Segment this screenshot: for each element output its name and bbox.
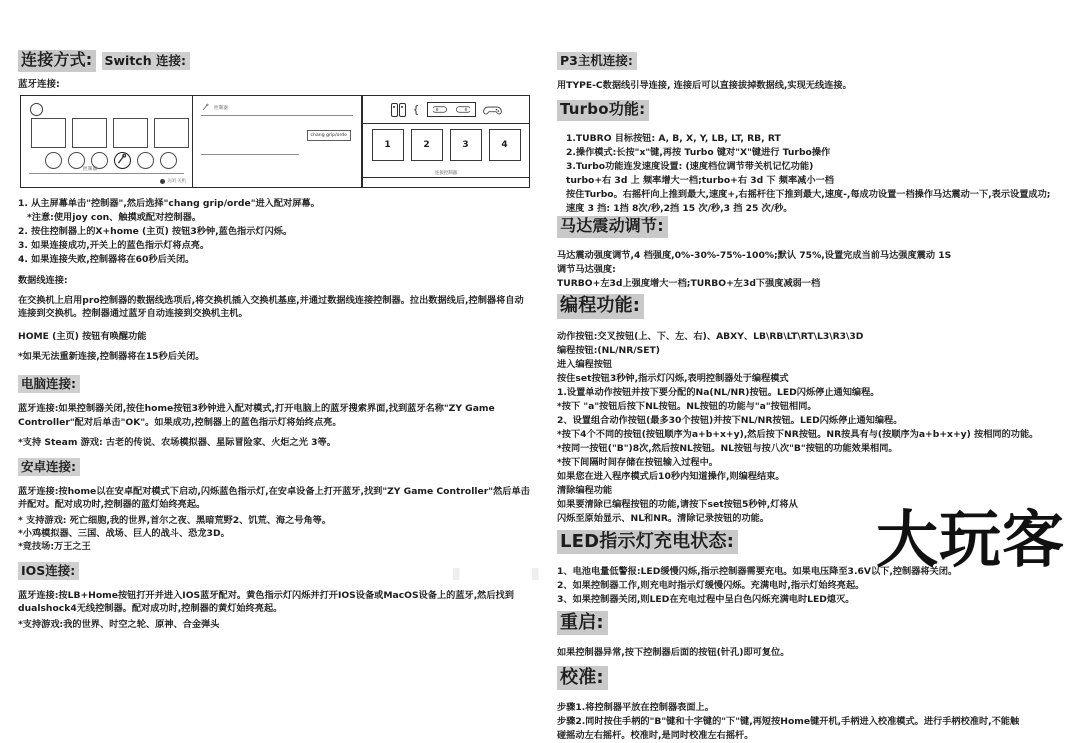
- section-heading-motor: 马达震动调节:: [557, 216, 668, 238]
- pc-supported-games: *支持 Steam 游戏: 古老的传说、农场模拟器、星际冒险家、火炬之光 3等。: [18, 436, 336, 448]
- section-heading-ios: IOS连接:: [18, 562, 79, 580]
- player-number-row: [363, 129, 529, 161]
- home-indicator-icon: [30, 103, 43, 116]
- left-column: [0, 50, 545, 631]
- list-item: 速度 3 挡: 1挡 8次/秒,2挡 15 次/秒,3 挡 25 次/秒。: [566, 202, 793, 214]
- player-number-box[interactable]: 2: [411, 129, 443, 161]
- list-item: 步骤2.同时按住手柄的"B"键和十字键的"下"键,再短按Home键开机,手柄进入校准模式。进行手柄校准时,不能触: [557, 716, 1020, 728]
- gamepad-icon: [483, 104, 502, 116]
- game-tile: [31, 118, 66, 148]
- pairing-icon-bar: [363, 96, 529, 124]
- list-item: 1.TUBRO 目标按钮: A, B, X, Y, LB, LT, RB, RT: [566, 132, 781, 144]
- android-connection-body: 蓝牙连接:按home以在安卓配对模式下启动,闪烁蓝色指示灯,在安卓设备上打开蓝牙,找到"ZY Game Controller"然后单击并配对。配对成功时,控制器的蓝灯始终亮起。: [18, 485, 530, 510]
- list-item: 闪烁至原始显示、NL和NR。清除记录按钮的功能。: [557, 512, 770, 524]
- pc-connection-body: 蓝牙连接:如果控制器关闭,按住home按钮3秒钟进入配对模式,打开电脑上的蓝牙搜索界面,找到蓝牙名称"ZY Game Controller"配对后单击"OK"。如果成功,控制器上的蓝色指示灯将始终点亮。: [18, 403, 495, 428]
- list-item: 3. 如果连接成功,开关上的蓝色指示灯将点亮。: [18, 240, 210, 252]
- android-supported-games-2: *小鸡模拟器、三国、战场、巨人的战斗、恐龙3D。: [18, 527, 230, 539]
- home-wake-note: HOME (主页) 按钮有唤醒功能: [18, 331, 147, 343]
- switch-steps-list: [18, 197, 531, 267]
- list-item: 按住set按钮3秒钟,指示灯闪烁,表明控制器处于编程模式: [557, 372, 789, 384]
- section-heading-program: 编程功能:: [557, 294, 644, 318]
- joycon-left-icon: [433, 105, 448, 114]
- switch-bluetooth-subheading: 蓝牙连接:: [18, 78, 60, 90]
- list-item: 1. 从主屏幕单击"控制器",然后选择"chang grip/orde"进入配对屏幕。: [18, 198, 320, 210]
- game-tile: [72, 118, 107, 148]
- figure-corner-label: 关闭 关机: [167, 179, 186, 185]
- controller-list-label: 控制器: [214, 105, 228, 111]
- motor-list: [557, 249, 1065, 291]
- system-icon-row: [45, 152, 177, 169]
- list-item: 2、设置组合动作按钮(最多30个按钮)并按下NL/NR按钮。LED闪烁停止通知编程。: [557, 414, 903, 426]
- section-heading-turbo: Turbo功能:: [557, 100, 649, 121]
- controller-small-icon: [201, 103, 210, 112]
- calibrate-list: [557, 701, 1065, 743]
- switch-pairing-figure: [20, 95, 530, 188]
- list-item: 碰摇动左右摇杆。校准时,是同时校准左右摇杆。: [557, 730, 754, 742]
- game-tile: [154, 118, 189, 148]
- list-item: 1、电池电量低警报:LED缓慢闪烁,指示控制器需要充电。如果电压降至3.6V以下,控制器将关闭。: [557, 565, 958, 577]
- p3-connection-body: 用TYPE-C数据线引导连接, 连接后可以直接拔掉数据线,实现无线连接。: [557, 80, 852, 91]
- controller-list-header: [201, 103, 353, 116]
- list-item: 编程按钮:(NL/NR/SET): [557, 344, 661, 356]
- section-heading-switch: Switch 连接:: [102, 52, 190, 70]
- ios-supported-games: *支持游戏:我的世界、时空之轮、原神、合金弹头: [18, 619, 220, 631]
- list-item: 3.Turbo功能连发速度设置: (速度档位调节带关机记忆功能): [566, 160, 814, 172]
- turbo-list: [557, 132, 1065, 216]
- section-heading-reboot: 重启:: [557, 611, 608, 635]
- section-heading-led: LED指示灯充电状态:: [557, 530, 738, 554]
- pairing-foot-label: 连接控制器: [435, 171, 457, 177]
- player-number-box[interactable]: 4: [489, 129, 521, 161]
- program-list: [557, 330, 1065, 526]
- cable-connection-body: 在交换机上启用pro控制器的数据线选项后,将交换机插入交换机基座,并通过数据线连接控制器。拉出数据线后,控制器将自动连接到交换机。控制器通过蓝牙自动连接到交换机主机。: [18, 295, 524, 320]
- figure-caption-controller: 控制器: [83, 167, 98, 173]
- list-item: *按下4个不同的按钮(按钮顺序为a+b+x+y),然后按下NR按钮。NR按具有与(按顺序为a+b+x+y) 按相同的功能。: [557, 428, 1039, 440]
- list-item: 2、如果控制器工作,则充电时指示灯缓慢闪烁。充满电时,指示灯始终亮起。: [557, 579, 865, 591]
- led-list: [557, 565, 1065, 607]
- section-heading-pc: 电脑连接:: [18, 375, 80, 393]
- game-tile-row: [31, 118, 189, 148]
- circle-icon: [137, 152, 154, 169]
- section-heading-android: 安卓连接:: [18, 458, 80, 476]
- figure-divider: [29, 173, 184, 174]
- player-number-box[interactable]: 3: [450, 129, 482, 161]
- section-heading-p3: P3主机连接:: [557, 52, 637, 70]
- list-item: 动作按钮:交叉按钮(上、下、左、右)、ABXY、LB\RB\LT\RT\L3\R3\3D: [557, 330, 864, 342]
- list-item: turbo+右 3d 上 频率增大一档;turbo+右 3d 下 频率减小一档: [566, 174, 834, 186]
- list-item: *按同一按钮("B")8次,然后按NL按钮。NL按钮与按八次"B"按钮的功能效果相同。: [557, 442, 898, 454]
- watermark: 大玩客: [875, 503, 1065, 576]
- list-item: 2. 按住控制器上的X+home (主页) 按钮3秒钟,蓝色指示灯闪烁。: [18, 226, 293, 238]
- android-supported-games-3: *竞技场:万王之王: [18, 540, 91, 552]
- list-item: TURBO+左3d上强度增大一档;TURBO+左3d下强度减弱一档: [557, 277, 821, 289]
- list-item: 如果要清除已编程按钮的功能,请按下set按钮5秒钟,灯将从: [557, 498, 798, 510]
- change-grip-order-chip[interactable]: chang grip/orde: [307, 130, 351, 141]
- game-tile: [113, 118, 148, 148]
- player-number-box[interactable]: 1: [372, 129, 404, 161]
- joycon-right-icon: [455, 105, 470, 114]
- android-supported-games-1: * 支持游戏: 死亡细胞,我的世界,首尔之夜、黑暗荒野2、饥荒、海之号角等。: [18, 514, 332, 526]
- figure-pane-pairing: [363, 96, 529, 187]
- figure-pane-home: [21, 96, 193, 187]
- status-dot-icon: [160, 179, 165, 184]
- figure-pane-controller-list: [193, 96, 363, 187]
- right-column: [545, 50, 1079, 742]
- list-item: 步骤1.将控制器平放在控制器表面上。: [557, 702, 714, 714]
- figure-divider: [201, 154, 299, 155]
- circle-icon: [160, 152, 177, 169]
- list-item: 马达震动强度调节,4 档强度,0%-30%-75%-100%;默认 75%,设置完成当前马达强度震动 1S: [557, 249, 952, 261]
- list-item: 进入编程按钮: [557, 358, 613, 370]
- list-item: *按下间隔时间存储在按钮输入过程中。: [557, 456, 718, 468]
- section-heading-calibrate: 校准:: [557, 666, 608, 690]
- list-item: 1.设置单动作按钮并按下要分配的Na(NL/NR)按钮。LED闪烁停止通知编程。: [557, 386, 880, 398]
- joycon-popup: [427, 102, 476, 117]
- list-item: 清除编程功能: [557, 484, 613, 496]
- list-item: 2.操作模式:长按"x"键,再按 Turbo 键对"X"键进行 Turbo操作: [566, 146, 831, 158]
- brace-icon: {: [412, 103, 420, 117]
- figure-corner-status: [160, 178, 186, 184]
- list-item: 如果您在进入程序模式后10秒内知道操作,则编程结束。: [557, 470, 785, 482]
- figure-divider: [363, 177, 529, 178]
- controller-icon[interactable]: [114, 152, 131, 169]
- list-item: *按下 "a"按钮后按下NL按钮。NL按钮的功能与"a"按钮相同。: [557, 400, 817, 412]
- joycon-pair-icon: [391, 103, 406, 117]
- list-item: 按住Turbo。右摇杆向上推到最大,速度+,右摇杆往下推到最大,速度-,每成功设置一档操作马达震动一下,表示设置成功;: [566, 188, 1051, 200]
- cable-connection-title: 数据线连接:: [18, 275, 68, 287]
- circle-icon: [45, 152, 62, 169]
- home-reconnect-note: *如果无法重新连接,控制器将在15秒后关闭。: [18, 351, 205, 363]
- ios-connection-body: 蓝牙连接:按LB+Home按钮打开并进入IOS蓝牙配对。黄色指示灯闪烁并打开IOS设备或MacOS设备上的蓝牙,然后找到dualshock4无线控制器。配对成功时,控制器的黄灯始终亮起。: [18, 589, 514, 615]
- list-item: 调节马达强度:: [557, 263, 616, 275]
- page-title: 连接方式:: [18, 50, 96, 72]
- list-item: 3、如果控制器关闭,则LED在充电过程中呈白色闪烁充满电时LED熄灭。: [557, 593, 855, 605]
- reboot-body: 如果控制器异常,按下控制器后面的按钮(针孔)即可复位。: [557, 646, 790, 658]
- list-item: 4. 如果连接失败,控制器将在60秒后关闭。: [18, 254, 195, 266]
- list-item: *注意:使用joy con、触摸或配对控制器。: [27, 212, 202, 224]
